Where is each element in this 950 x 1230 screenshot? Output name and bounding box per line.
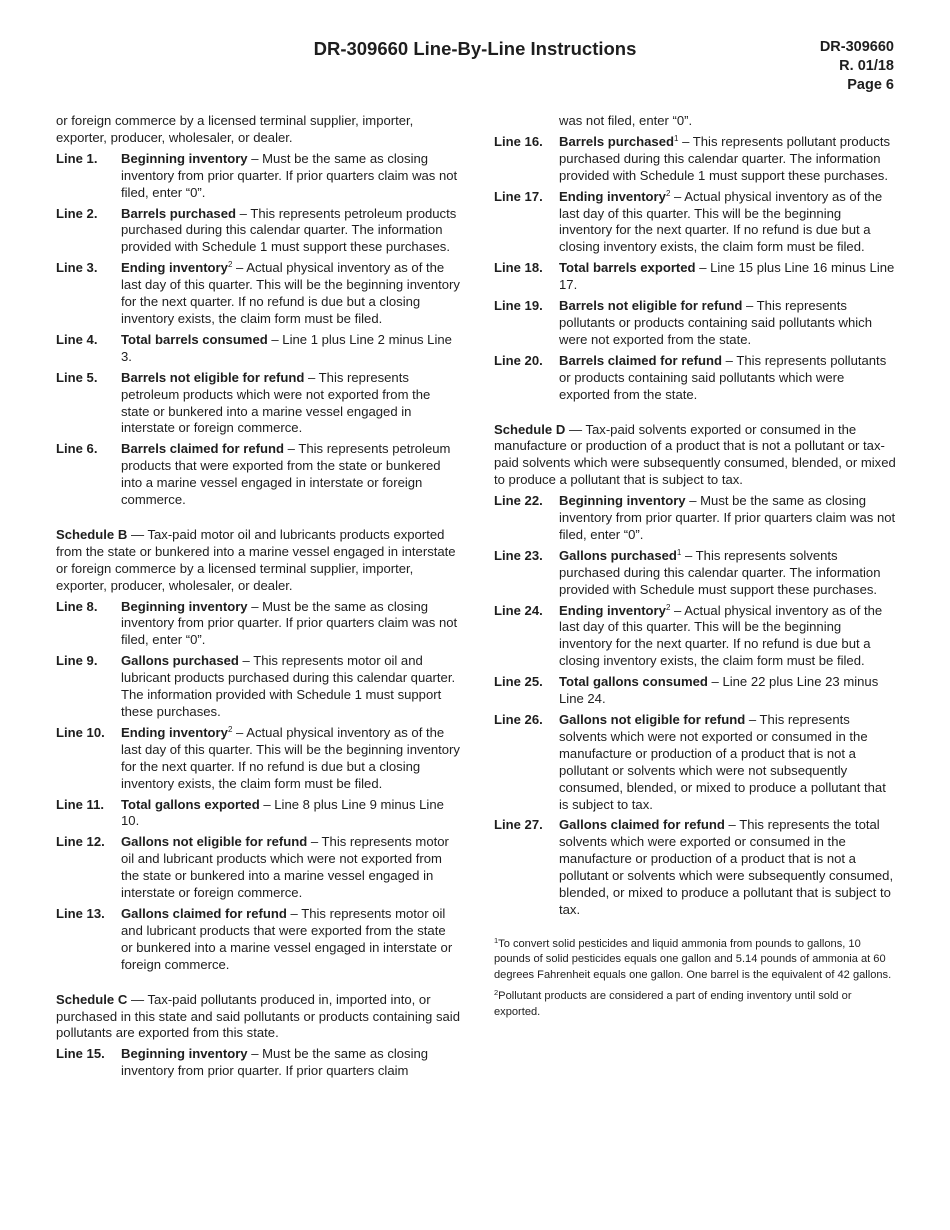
line-text: – This represents pollutant products purchased during this calendar quarter. The information provided with Schedule 1 must support these purchases. [559, 133, 891, 183]
schedule-d-label: Schedule D [494, 421, 566, 437]
footnote-2-text: Pollutant products are considered a part of ending inventory until sold or exported. [494, 990, 852, 1018]
line-text: – This represents pollutants or products containing said pollutants which were not exported from the state. [559, 298, 872, 347]
page-title: DR-309660 Line-By-Line Instructions [313, 38, 637, 59]
line-term: Gallons not eligible for refund [121, 834, 308, 850]
line-number: Line 15. [56, 1046, 105, 1062]
schedule-a-lines [56, 151, 460, 509]
line-number: Line 22. [494, 493, 543, 509]
line-25-entry [494, 674, 896, 708]
line-description [121, 151, 460, 202]
form-number: DR-309660 [819, 39, 894, 55]
line-number: Line 6. [56, 441, 98, 457]
line-13-entry [56, 906, 460, 974]
right-column [494, 113, 896, 1026]
line-term: Total gallons consumed [559, 674, 708, 690]
schedule-c-label: Schedule C [56, 991, 128, 1007]
line-text: – Actual physical inventory as of the last day of this quarter. This will be the beginning inventory for the next quarter. If no refund is due but a closing inventory exists, the claim form must be filed. [559, 602, 883, 669]
line-description [559, 493, 896, 544]
line-description [559, 674, 896, 708]
line-9-entry [56, 653, 460, 721]
line-description [121, 370, 460, 438]
schedule-c-lines-continued [494, 134, 896, 404]
line-term: Gallons purchased [121, 653, 239, 669]
line-term: Barrels not eligible for refund [559, 298, 743, 314]
line-11-entry [56, 797, 460, 831]
line-term: Total barrels exported [559, 260, 696, 276]
line-term: Beginning inventory [121, 1046, 248, 1062]
line-description [559, 712, 896, 813]
schedule-c-description: — Tax-paid pollutants produced in, imported into, or purchased in this state and said pollutants or products containing said pollutants are exported from this state. [56, 991, 460, 1041]
line-15-continuation: was not filed, enter “0”. [559, 113, 693, 128]
line-description [121, 332, 460, 366]
footnote-1-mark: 1 [494, 935, 499, 945]
line-number: Line 5. [56, 369, 98, 385]
line-description [559, 353, 896, 404]
line-18-entry [494, 260, 896, 294]
line-19-entry [494, 298, 896, 349]
schedule-d-paragraph [494, 422, 896, 490]
line-description [121, 1046, 460, 1080]
line-term: Total barrels consumed [121, 331, 268, 347]
line-term: Gallons claimed for refund [559, 817, 725, 833]
line-text: – Line 22 plus Line 23 minus Line 24. [559, 674, 879, 707]
line-term: Total gallons exported [121, 796, 260, 812]
line-term: Ending inventory [559, 188, 666, 204]
line-12-entry [56, 834, 460, 902]
footnote-2-mark: 2 [494, 988, 499, 998]
line-3-entry [56, 260, 460, 328]
schedule-d-description: — Tax-paid solvents exported or consumed in the manufacture or production of a product that is not a pollutant or tax-paid solvents which were subsequently consumed, blended, or mixed to produce a pollutant that is subject to tax. [494, 421, 896, 488]
line-number: Line 26. [494, 712, 543, 727]
line-text: – Must be the same as closing inventory from prior quarter. If prior quarters claim was not filed, enter “0”. [559, 493, 896, 542]
footnote-reference: 1 [676, 547, 682, 557]
line-2-entry [56, 206, 460, 257]
line-text: – This represents petroleum products that were exported from the state or bunkered into a marine vessel engaged in interstate or foreign commerce. [121, 441, 451, 508]
line-number: Line 16. [494, 133, 543, 149]
line-text: – This represents pollutants or products containing said pollutants which were exported from the state. [559, 352, 887, 402]
schedule-b-paragraph [56, 527, 460, 595]
line-number: Line 1. [56, 150, 98, 166]
line-term: Barrels purchased [559, 133, 674, 149]
line-number: Line 13. [56, 905, 105, 921]
line-number: Line 9. [56, 653, 98, 669]
line-number: Line 4. [56, 331, 98, 347]
line-number: Line 10. [56, 724, 105, 740]
line-text: – This represents solvents purchased during this calendar quarter. The information provided with Schedule must support these purchases. [559, 547, 881, 597]
line-1-entry [56, 151, 460, 202]
footnote-2 [494, 989, 896, 1020]
line-description [121, 260, 460, 328]
line-description [121, 725, 460, 793]
line-term: Beginning inventory [559, 493, 686, 509]
footnote-1-text: To convert solid pesticides and liquid ammonia from pounds to gallons, 10 pounds of solid pesticides equals one gallon and 5.14 pounds of ammonia at 60 degrees Fahrenheit equals one gallon. One barrel is the equivalent of 42 gallons. [494, 937, 892, 981]
line-text: – Must be the same as closing inventory from prior quarter. If prior quarters claim [121, 1046, 429, 1079]
line-number: Line 18. [494, 260, 543, 276]
line-number: Line 11. [56, 796, 105, 812]
line-description [121, 834, 460, 902]
schedule-b-label: Schedule B [56, 526, 128, 542]
footnote-reference: 2 [227, 260, 233, 270]
line-text: – This represents petroleum products purchased during this calendar quarter. The information provided with Schedule 1 must support these purchases. [121, 205, 457, 255]
line-description [559, 260, 896, 294]
line-description [121, 906, 460, 974]
line-number: Line 12. [56, 834, 105, 850]
line-description [121, 599, 460, 650]
line-number: Line 23. [494, 547, 543, 563]
line-number: Line 2. [56, 205, 98, 221]
schedule-b-description: — Tax-paid motor oil and lubricants products exported from the state or bunkered into a marine vessel engaged in interstate or foreign commerce by a licensed terminal supplier, importer, exporter, producer, wholesaler, or dealer. [56, 526, 456, 593]
footnote-reference: 2 [227, 724, 233, 734]
line-term: Gallons purchased [559, 547, 677, 563]
line-term: Barrels claimed for refund [121, 441, 284, 457]
schedule-b-lines [56, 599, 460, 974]
line-description [121, 797, 460, 831]
line-term: Gallons not eligible for refund [559, 712, 746, 727]
line-text: – Line 1 plus Line 2 minus Line 3. [121, 331, 452, 364]
line-text: – Actual physical inventory as of the last day of this quarter. This will be the beginning inventory for the next quarter. If no refund is due but a closing inventory exists, the claim form must be filed. [121, 260, 460, 326]
line-description [559, 603, 896, 671]
line-term: Ending inventory [121, 724, 228, 740]
line-23-entry [494, 548, 896, 599]
line-text: – This represents petroleum products which were not exported from the state or bunkered into a marine vessel engaged in interstate or foreign commerce. [121, 369, 431, 436]
intro-paragraph: or foreign commerce by a licensed terminal supplier, importer, exporter, producer, wholesaler, or dealer. [56, 113, 414, 145]
line-text: – Must be the same as closing inventory from prior quarter. If prior quarters claim was not filed, enter “0”. [121, 598, 458, 648]
line-6-entry [56, 441, 460, 509]
line-term: Beginning inventory [121, 150, 248, 166]
line-text: – This represents motor oil and lubricant products that were exported from the state or bunkered into a marine vessel engaged in interstate or foreign commerce. [121, 905, 453, 972]
line-description [559, 134, 896, 185]
line-number: Line 19. [494, 298, 543, 314]
line-text: – Must be the same as closing inventory from prior quarter. If prior quarters claim was not filed, enter “0”. [121, 150, 458, 200]
line-term: Ending inventory [121, 260, 228, 276]
line-description [559, 189, 896, 257]
line-number: Line 17. [494, 188, 543, 204]
line-term: Beginning inventory [121, 598, 248, 614]
line-description [559, 548, 896, 599]
line-4-entry [56, 332, 460, 366]
line-15-entry [56, 1046, 460, 1080]
line-description [559, 817, 896, 918]
footnote-reference: 1 [674, 133, 679, 143]
line-27-entry [494, 817, 896, 918]
footnotes [494, 937, 896, 1020]
line-text: – This represents motor oil and lubricant products purchased during this calendar quarter. The information provided with Schedule 1 must support these purchases. [121, 653, 456, 719]
schedule-c-paragraph [56, 992, 460, 1043]
line-number: Line 25. [494, 674, 543, 690]
line-number: Line 24. [494, 602, 543, 618]
line-text: – Actual physical inventory as of the last day of this quarter. This will be the beginning inventory for the next quarter. If no refund is due but a closing inventory exists, the claim form must be filed. [559, 188, 883, 255]
form-identifier [820, 38, 894, 95]
line-10-entry [56, 725, 460, 793]
footnote-reference: 2 [665, 602, 671, 612]
line-term: Barrels purchased [121, 205, 236, 221]
line-term: Gallons claimed for refund [121, 905, 287, 921]
line-number: Line 8. [56, 598, 98, 614]
line-5-entry [56, 370, 460, 438]
line-26-entry [494, 712, 896, 813]
schedule-d-lines [494, 493, 896, 919]
line-number: Line 3. [56, 260, 98, 276]
line-text: – This represents the total solvents which were exported or consumed in the manufacture or production of a product that is not a pollutant or solvents which were subsequently consumed, blended, or mixed to produce a pollutant that is subject to tax. [559, 817, 894, 917]
line-description [121, 653, 460, 721]
line-term: Barrels claimed for refund [559, 352, 722, 368]
line-description [559, 298, 896, 349]
line-20-entry [494, 353, 896, 404]
line-17-entry [494, 189, 896, 257]
line-text: – Actual physical inventory as of the last day of this quarter. This will be the beginning inventory for the next quarter. If no refund is due but a closing inventory exists, the claim form must be filed. [121, 724, 460, 791]
left-column [56, 113, 460, 1080]
line-22-entry [494, 493, 896, 544]
line-text: – This represents motor oil and lubricant products which were not exported from the state or bunkered into a marine vessel engaged in interstate or foreign commerce. [121, 834, 449, 901]
schedule-c-lines [56, 1046, 460, 1080]
line-description [121, 441, 460, 509]
page-number: Page 6 [847, 77, 894, 93]
footnote-1 [494, 937, 896, 983]
line-24-entry [494, 603, 896, 671]
line-term: Ending inventory [559, 602, 666, 618]
line-16-entry [494, 134, 896, 185]
line-text: – Line 8 plus Line 9 minus Line 10. [121, 796, 444, 829]
footnote-reference: 2 [665, 188, 671, 198]
line-text: – Line 15 plus Line 16 minus Line 17. [559, 260, 895, 293]
line-number: Line 27. [494, 817, 543, 833]
line-number: Line 20. [494, 352, 543, 368]
line-text: – This represents solvents which were not exported or consumed in the manufacture or production of a product that is not a pollutant or solvents which were not subsequently consumed, blended, or mixed to produce a pollutant that is subject to tax. [559, 712, 886, 812]
form-revision: R. 01/18 [839, 58, 894, 74]
line-term: Barrels not eligible for refund [121, 369, 305, 385]
line-description [121, 206, 460, 257]
line-8-entry [56, 599, 460, 650]
